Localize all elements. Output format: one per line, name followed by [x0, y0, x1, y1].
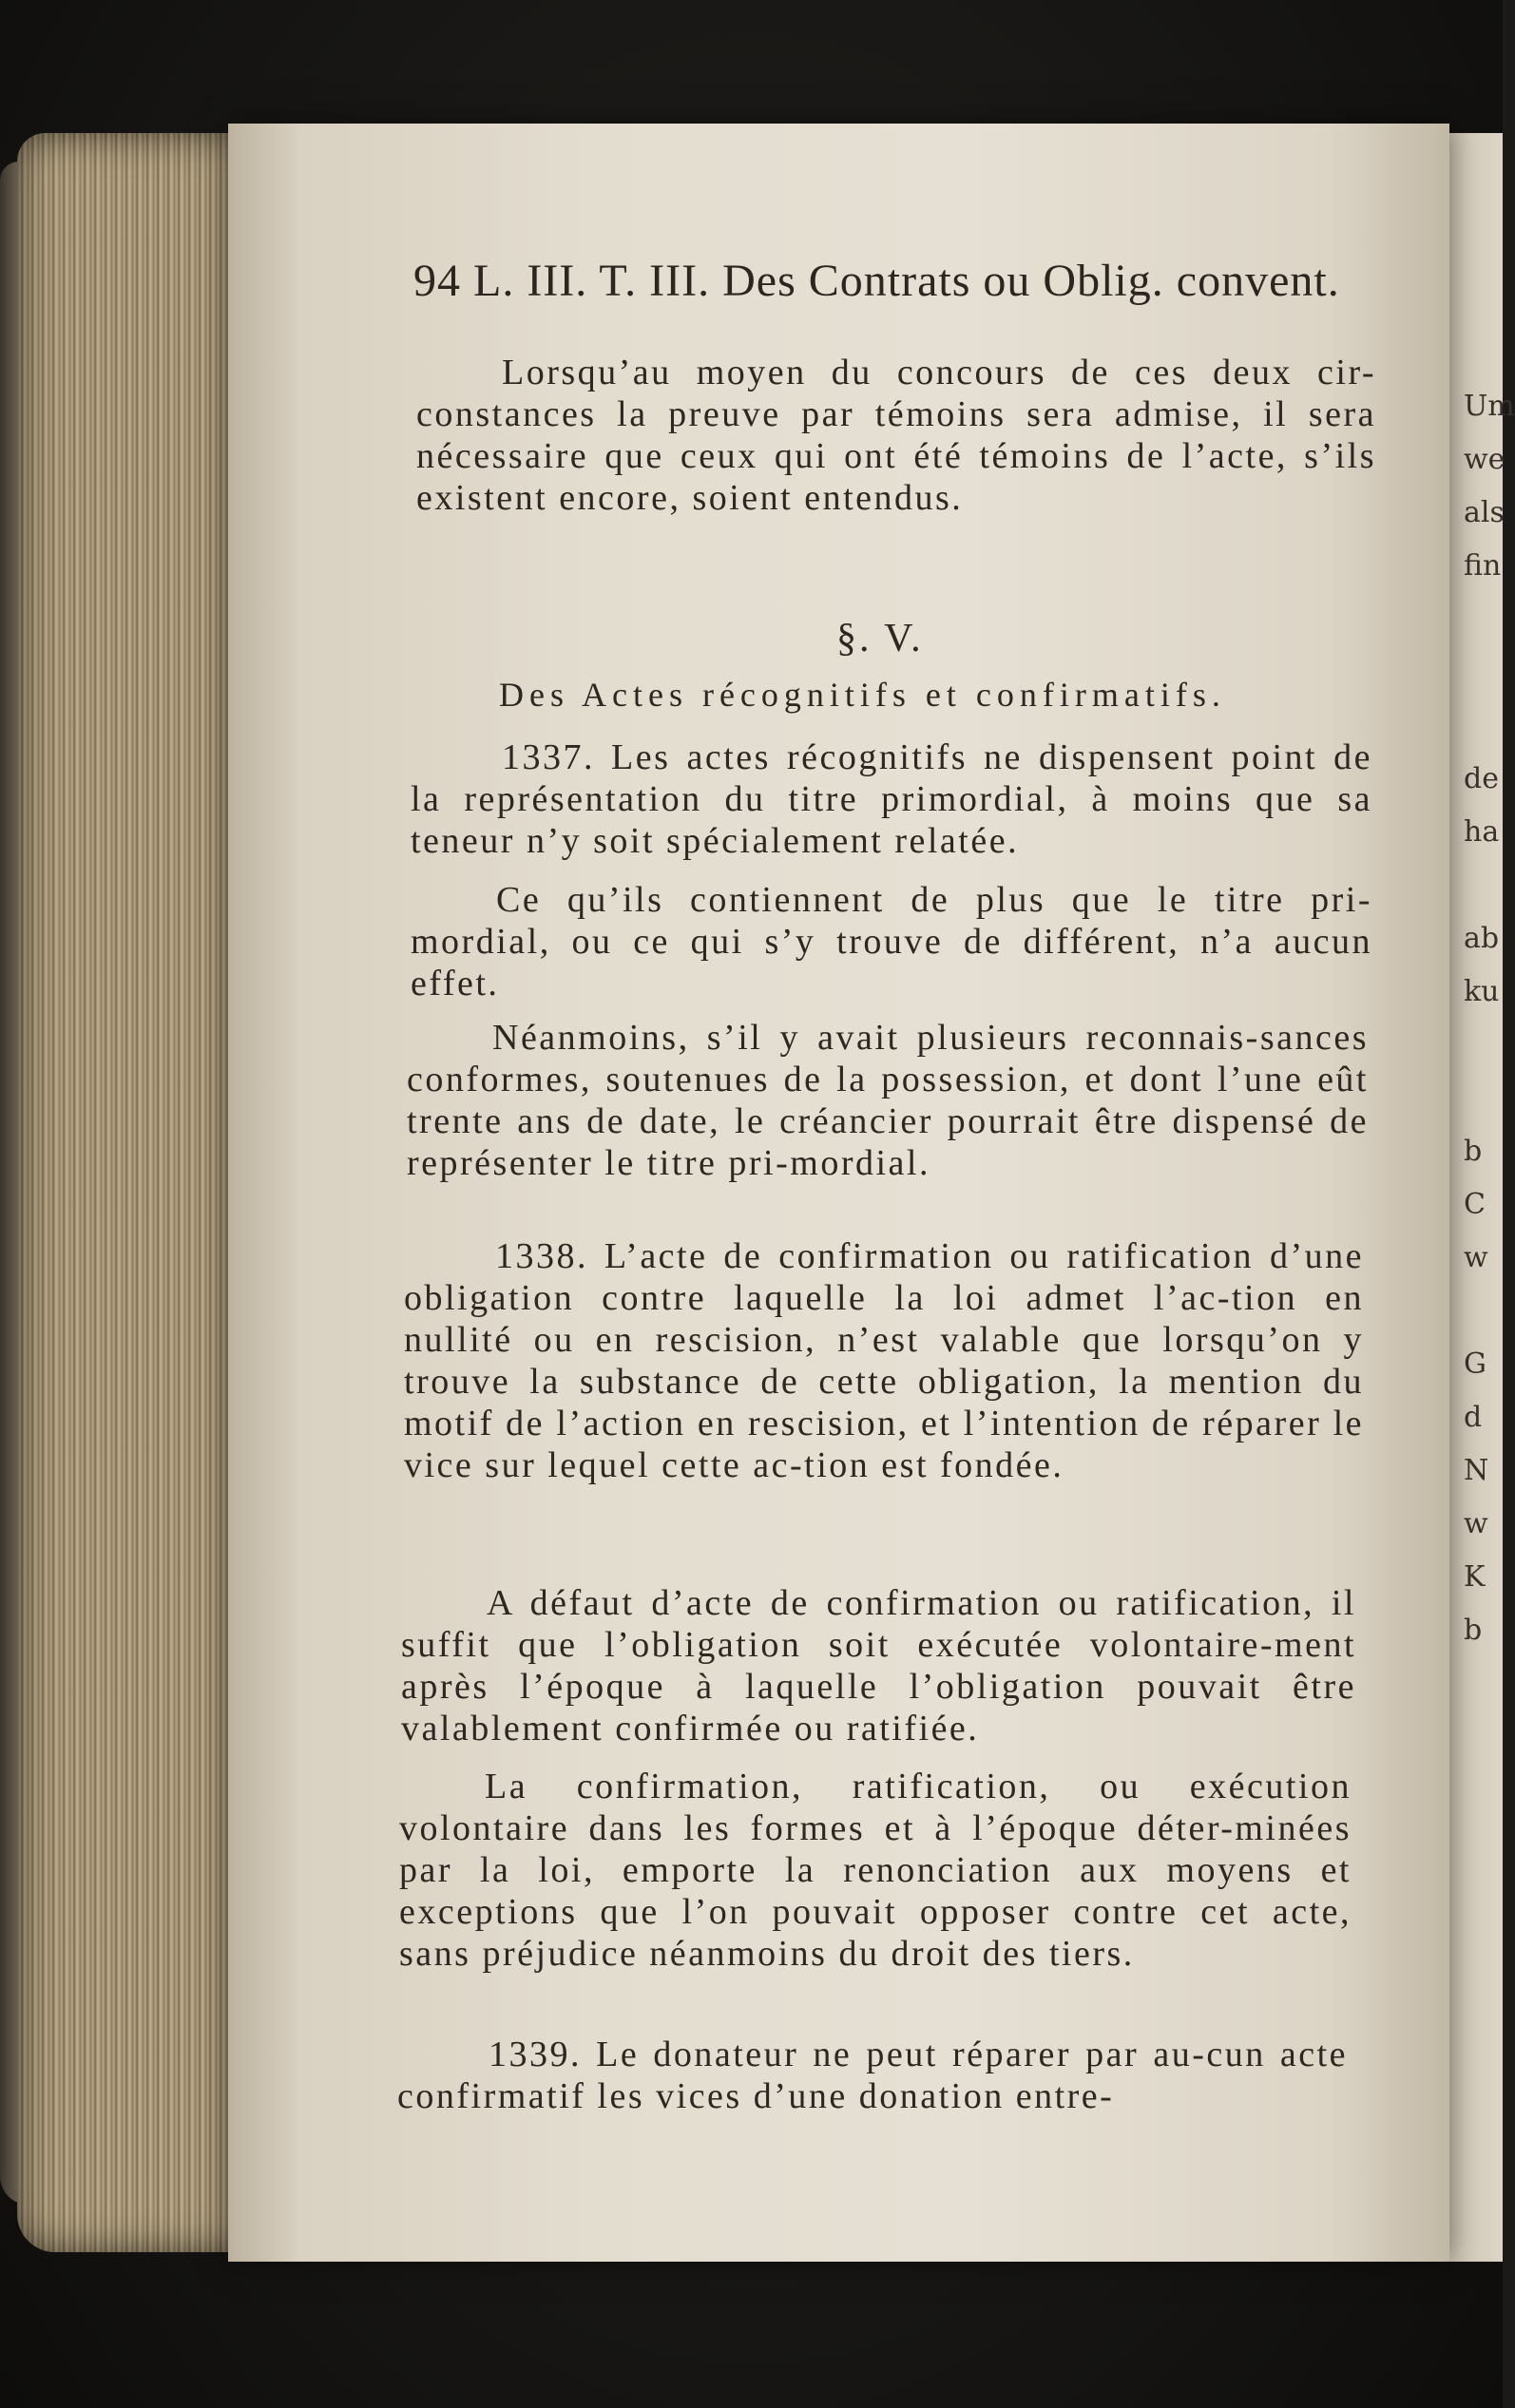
- article-1338: 1338. L’acte de confirmation ou ratification d’une obligation contre laquelle la loi admet l’ac-tion en nullité ou en rescision, n’est valable que lorsqu’on y trouve la substance de cette obligation, la mention du motif de l’action en rescision, et l’intention de réparer le vice sur lequel cette ac-tion est fondée.: [404, 1236, 1364, 1485]
- paragraph-1: Lorsqu’au moyen du concours de ces deux cir-constances la preuve par témoins sera admise, il sera nécessaire que ceux qui ont été témoins de l’acte, s’ils existent encore, soient entendus.: [416, 353, 1376, 518]
- paragraph-3: Ce qu’ils contiennent de plus que le titre pri-mordial, ou ce qui s’y trouve de différent, n’a aucun effet.: [411, 880, 1372, 1003]
- facing-page-fragments: Um we als fin de ha ab ku b C w G d N w K b: [1464, 390, 1515, 1647]
- paragraph-7: La confirmation, ratification, ou exécution volontaire dans les formes et à l’époque déter-minées par la loi, emporte la renonciation aux moyens et exceptions que l’on pouvait opposer contre cet acte, sans préjudice néanmoins du droit des tiers.: [399, 1767, 1352, 1974]
- article-1339: 1339. Le donateur ne peut réparer par au-cun acte confirmatif les vices d’une donation entre-: [397, 2035, 1348, 2116]
- paragraph-4: Néanmoins, s’il y avait plusieurs reconnais-sances conformes, soutenues de la possession, et dont l’une eût trente ans de date, le créancier pourrait être dispensé de représenter le titre pri-mordial.: [407, 1018, 1369, 1183]
- paragraph-6: A défaut d’acte de confirmation ou ratification, il suffit que l’obligation soit exécutée volontaire-ment après l’époque à laquelle l’obligation pouvait être valablement confirmée ou ratifiée.: [401, 1583, 1356, 1749]
- running-head: 94 L. III. T. III. Des Contrats ou Oblig. convent.: [413, 256, 1340, 306]
- article-1337: 1337. Les actes récognitifs ne dispensent point de la représentation du titre primordial, à moins que sa teneur n’y soit spécialement relatée.: [411, 737, 1372, 861]
- section-title: Des Actes récognitifs et confirmatifs.: [499, 676, 1226, 714]
- section-number: §. V.: [836, 617, 924, 660]
- page-edges: [17, 133, 255, 2252]
